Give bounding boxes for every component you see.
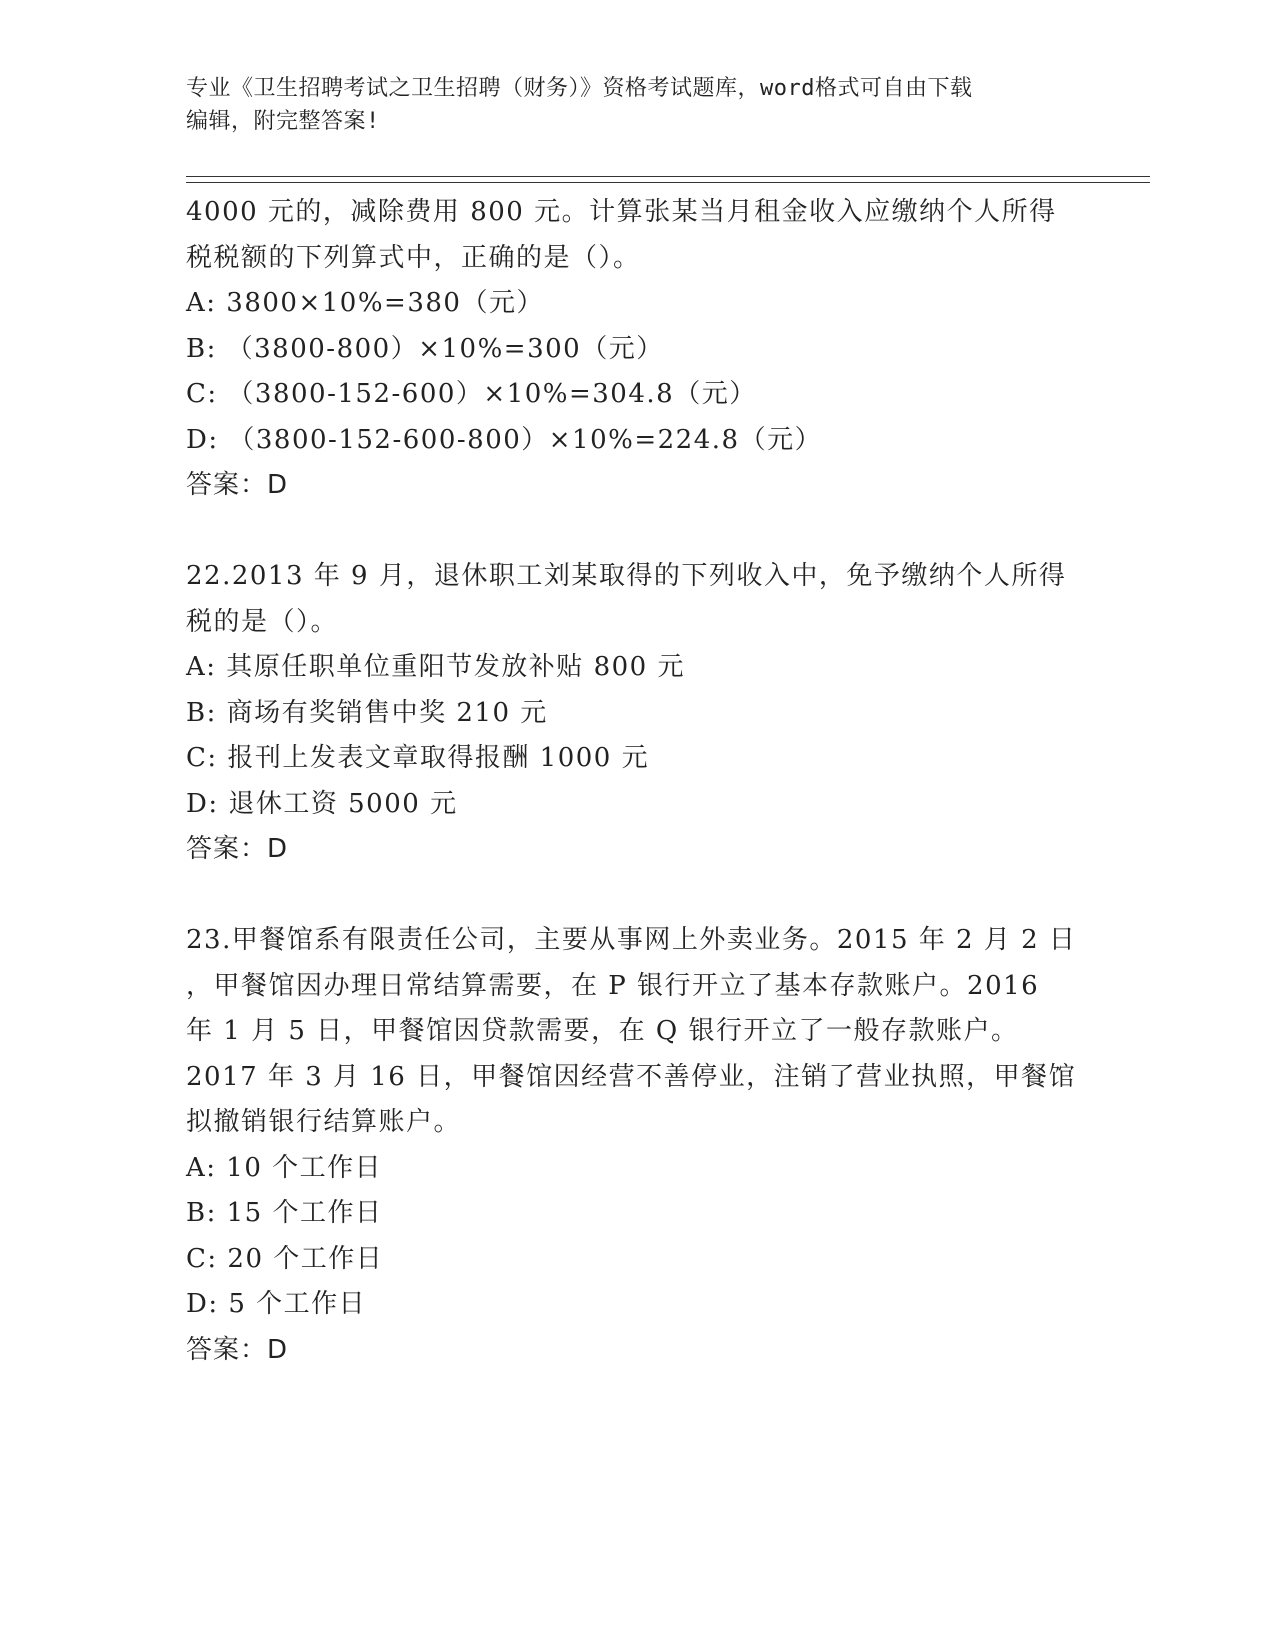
answer-line: 答案：D: [186, 470, 289, 500]
option-a: A: 10 个工作日: [186, 1152, 383, 1183]
document-header: [186, 72, 1086, 138]
option-b: B: 商场有奖销售中奖 210 元: [186, 697, 548, 728]
question-text-line: 拟撤销银行结算账户。: [186, 1107, 462, 1137]
question-23: [186, 918, 1086, 1373]
option-b: B: 15 个工作日: [186, 1198, 383, 1228]
option-c: C: 报刊上发表文章取得报酬 1000 元: [186, 743, 650, 773]
header-divider-top: [186, 176, 1150, 177]
question-text-line: 年 1 月 5 日，甲餐馆因贷款需要，在 Q 银行开立了一般存款账户。: [186, 1016, 1019, 1046]
option-d: D: 退休工资 5000 元: [186, 788, 458, 819]
header-line-2: 编辑，附完整答案!: [186, 109, 380, 134]
question-text-line: 税的是（）。: [186, 606, 339, 637]
header-line-1: 专业《卫生招聘考试之卫生招聘（财务）》资格考试题库，word格式可自由下载: [186, 76, 973, 101]
option-a: A: 3800×10%=380（元）: [186, 288, 544, 318]
question-21: [186, 190, 1086, 509]
option-c: C: （3800-152-600）×10%=304.8（元）: [186, 379, 757, 409]
answer-line: 答案：D: [186, 1334, 289, 1365]
option-c: C: 20 个工作日: [186, 1243, 384, 1274]
spacer: [186, 873, 1086, 919]
question-text-line: 23.甲餐馆系有限责任公司，主要从事网上外卖业务。2015 年 2 月 2 日: [186, 925, 1077, 955]
question-22: [186, 554, 1086, 873]
option-b: B: （3800-800）×10%=300（元）: [186, 333, 664, 364]
header-divider-bottom: [186, 182, 1150, 183]
question-text-line: 22.2013 年 9 月，退休职工刘某取得的下列收入中，免予缴纳个人所得: [186, 561, 1067, 591]
answer-line: 答案：D: [186, 834, 289, 864]
question-text-line: 2017 年 3 月 16 日，甲餐馆因经营不善停业，注销了营业执照，甲餐馆: [186, 1061, 1077, 1092]
option-a: A: 其原任职单位重阳节发放补贴 800 元: [186, 652, 685, 682]
option-d: D: （3800-152-600-800）×10%=224.8（元）: [186, 424, 823, 455]
option-d: D: 5 个工作日: [186, 1289, 367, 1319]
question-text-line: 税税额的下列算式中，正确的是（）。: [186, 242, 641, 273]
question-text-line: ，甲餐馆因办理日常结算需要，在 P 银行开立了基本存款账户。2016: [186, 970, 1040, 1001]
spacer: [186, 509, 1086, 555]
question-text-line: 4000 元的，减除费用 800 元。计算张某当月租金收入应缴纳个人所得: [186, 197, 1057, 227]
document-body: [186, 190, 1086, 1373]
